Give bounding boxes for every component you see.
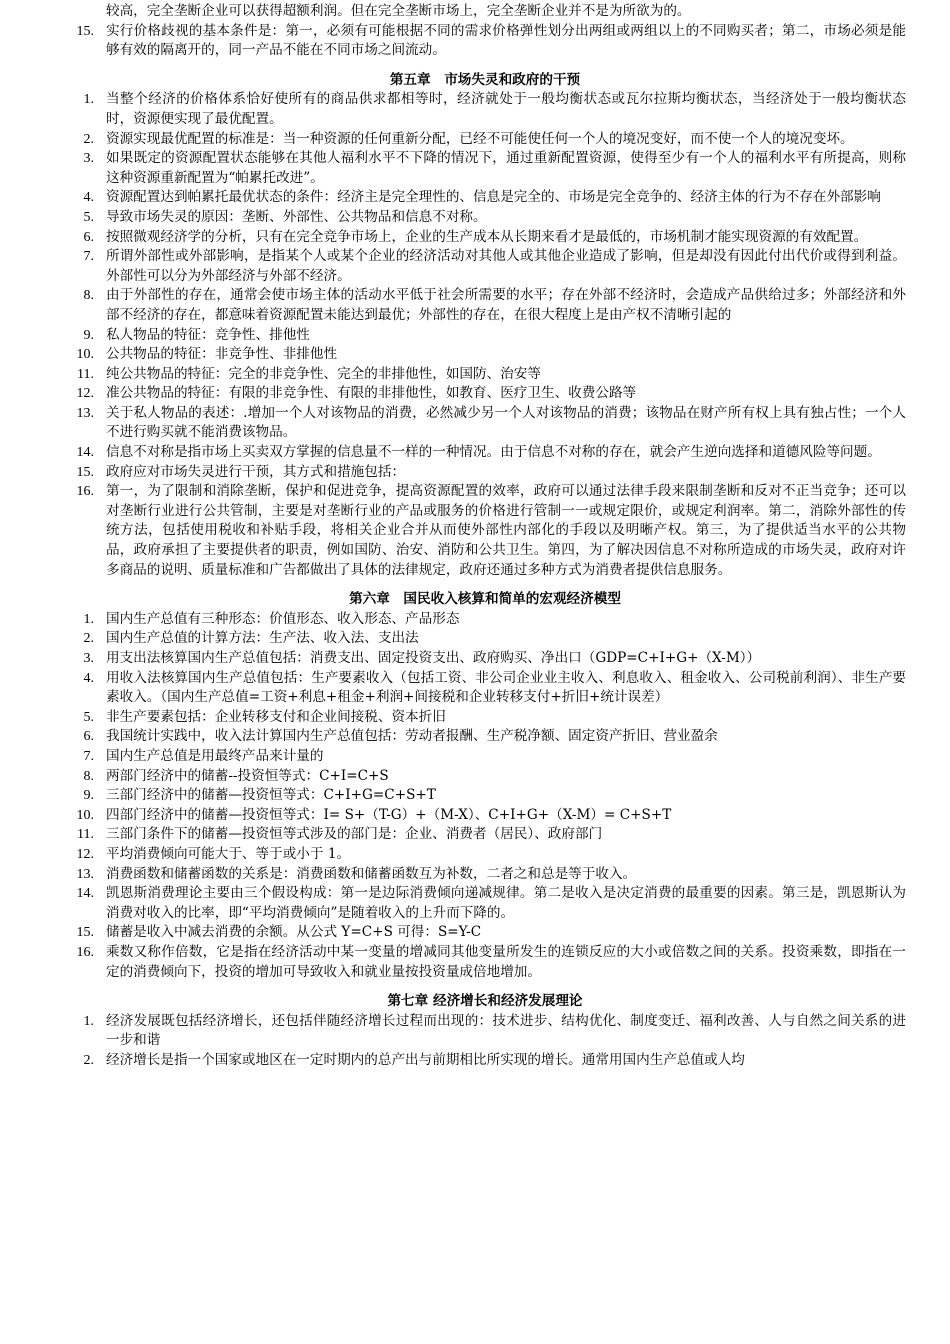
list-item [0, 286, 906, 325]
item-text: 所谓外部性或外部影响，是指某个人或某个企业的经济活动对其他人或其他企业造成了影响，但是却没有因此付出代价或得到利益。外部性可以分为外部经济与外部不经济。 [106, 248, 906, 284]
item-number: 12. [76, 846, 94, 862]
item-text: 政府应对市场失灵进行干预，其方式和措施包括： [106, 463, 406, 480]
item-text: 三部门经济中的储蓄—投资恒等式：C+I+G=C+S+T [106, 787, 436, 804]
item-number: 11. [77, 827, 94, 843]
list-item [0, 188, 906, 208]
item-number: 9. [83, 788, 94, 804]
list-item [0, 923, 906, 943]
item-number: 2. [83, 631, 94, 647]
list-item [0, 443, 906, 463]
list-item [0, 845, 906, 865]
item-text: 国内生产总值有三种形态：价值形态、收入形态、产品形态 [106, 610, 460, 627]
list-item [0, 727, 906, 747]
item-text: 纯公共物品的特征：完全的非竞争性、完全的非排他性，如国防、治安等 [106, 365, 541, 382]
item-text: 国内生产总值的计算方法：生产法、收入法、支出法 [106, 630, 419, 647]
item-text: 三部门条件下的储蓄—投资恒等式涉及的部门是：企业、消费者（居民）、政府部门 [106, 826, 603, 843]
list-item [0, 865, 906, 885]
item-text: 凯恩斯消费理论主要由三个假设构成：第一是边际消费倾向递减规律。第二是收入是决定消费的最重要的因素。第三是，凯恩斯认为消费对收入的比率，即“平均消费倾向”是随着收入的上升而下降的。 [106, 885, 906, 921]
item-number: 16. [76, 944, 94, 960]
list-item [0, 384, 906, 404]
item-text: 非生产要素包括：企业转移支付和企业间接税、资本折旧 [106, 708, 446, 725]
item-text: 用收入法核算国内生产总值包括：生产要素收入（包括工资、非公司企业业主收入、利息收入、租金收入、公司税前利润）、非生产要素收入。（国内生产总值=工资+利息+租金+利润+间接税和企业转移支付+折旧+统计误差） [106, 669, 906, 706]
item-number: 1. [83, 92, 94, 108]
list-item [0, 708, 906, 728]
list-item [0, 825, 906, 845]
list-item [0, 326, 906, 346]
item-text: 平均消费倾向可能大于、等于或小于 1。 [106, 845, 351, 862]
list-item [0, 345, 906, 365]
list-item [0, 90, 906, 129]
list-item [0, 365, 906, 385]
item-number: 15. [76, 464, 94, 480]
item-number: 3. [83, 151, 94, 167]
item-number: 12. [76, 386, 94, 402]
list-item [0, 404, 906, 443]
item-number: 6. [83, 729, 94, 745]
chapter-heading: 第七章 经济增长和经济发展理论 [387, 993, 583, 1010]
chapter-heading: 第六章 国民收入核算和简单的宏观经济模型 [349, 591, 621, 608]
item-number: 10. [76, 347, 94, 363]
list-item [0, 1051, 906, 1071]
list-item [0, 767, 906, 787]
item-number: 14. [76, 886, 94, 902]
list-item [0, 463, 906, 483]
chapter-heading: 第五章 市场失灵和政府的干预 [389, 71, 581, 88]
intro-list [0, 22, 950, 61]
item-number: 2. [83, 1052, 94, 1068]
list-item [0, 22, 906, 61]
chapter-section [0, 71, 950, 580]
item-number: 10. [76, 807, 94, 823]
item-number: 4. [83, 190, 94, 206]
item-number: 16. [76, 484, 94, 500]
item-text: 经济增长是指一个国家或地区在一定时期内的总产出与前期相比所实现的增长。通常用国内生产总值或人均 [106, 1051, 745, 1068]
list-item [0, 1012, 906, 1051]
item-number: 15. [76, 925, 94, 941]
item-number: 2. [83, 131, 94, 147]
item-number: 7. [83, 249, 94, 265]
item-text: 经济发展既包括经济增长，还包括伴随经济增长过程而出现的：技术进步、结构优化、制度变迁、福利改善、人与自然之间关系的进一步和谐 [106, 1012, 906, 1049]
list-item [0, 806, 906, 826]
item-number: 1. [83, 611, 94, 627]
list-item [0, 208, 906, 228]
item-number: 8. [83, 288, 94, 304]
chapter-section [0, 590, 950, 982]
item-text: 国内生产总值是用最终产品来计量的 [106, 747, 324, 764]
item-text: 资源实现最优配置的标准是：当一种资源的任何重新分配，已经不可能使任何一个人的境况变好，而不使一个人的境况变坏。 [106, 130, 854, 147]
list-item [0, 247, 906, 286]
item-number: 3. [83, 651, 94, 666]
item-text: 信息不对称是指市场上买卖双方掌握的信息量不一样的一种情况。由于信息不对称的存在，就会产生逆向选择和道德风险等问题。 [106, 444, 881, 461]
item-text: 由于外部性的存在，通常会使市场主体的活动水平低于社会所需要的水平；存在外部不经济时，会造成产品供给过多；外部经济和外部不经济的存在，都意味着资源配置未能达到最优；外部性的存在，在很大程度上是由产权不清晰引起的 [106, 287, 906, 323]
chapter-section [0, 992, 950, 1070]
item-number: 13. [76, 405, 94, 421]
item-text: 消费函数和储蓄函数的关系是：消费函数和储蓄函数互为补数，二者之和总是等于收入。 [106, 865, 637, 882]
list-item [0, 943, 906, 982]
list-item [0, 228, 906, 248]
item-text: 实行价格歧视的基本条件是：第一，必须有可能根据不同的需求价格弹性划分出两组或两组以上的不同购买者；第二，市场必须是能够有效的隔离开的，同一产品不能在不同市场之间流动。 [106, 22, 906, 59]
item-text: 第一，为了限制和消除垄断，保护和促进竞争，提高资源配置的效率，政府可以通过法律手段来限制垄断和反对不正当竞争；还可以对垄断行业进行公共管制，主要是对垄断行业的产品或服务的价格进行管制一一或规定限价，或规定利润率。第二，消除外部性的传统方法，包括使用税收和补贴手段，将相关企业合并从而使外部性内部化的手段以及明晰产权。第三，为了提供适当水平的公共物品，政府承担了主要提供者的职责，例如国防、治安、消防和公共卫生。第四，为了解决因信息不对称所造成的市场失灵，政府对许多商品的说明、质量标准和广告都做出了具体的法律规定，政府还通过多种方式为消费者提供信息服务。 [106, 483, 906, 578]
item-text: 资源配置达到帕累托最优状态的条件：经济主是完全理性的、信息是完全的、市场是完全竞争的、经济主体的行为不存在外部影响 [106, 189, 881, 206]
intro-continuation: 较高，完全垄断企业可以获得超额利润。但在完全垄断市场上，完全垄断企业并不是为所欲为的。 [106, 3, 691, 19]
list-item [0, 884, 906, 923]
item-number: 8. [83, 768, 94, 784]
item-number: 14. [76, 445, 94, 461]
item-number: 5. [83, 709, 94, 725]
item-text: 两部门经济中的储蓄--投资恒等式：C+I=C+S [106, 767, 389, 784]
list-item [0, 610, 906, 630]
item-text: 我国统计实践中，收入法计算国内生产总值包括：劳动者报酬、生产税净额、固定资产折旧、营业盈余 [106, 728, 718, 745]
list-item [0, 629, 906, 649]
item-text: 如果既定的资源配置状态能够在其他人福利水平不下降的情况下，通过重新配置资源，使得至少有一个人的福利水平有所提高，则称这种资源重新配置为“帕累托改进”。 [106, 150, 906, 186]
item-number: 1. [83, 1013, 94, 1029]
item-number: 9. [83, 327, 94, 343]
list-item [0, 747, 906, 767]
item-text: 导致市场失灵的原因：垄断、外部性、公共物品和信息不对称。 [106, 208, 487, 225]
item-text: 四部门经济中的储蓄—投资恒等式：I= S+（T-G）+（M-X）、C+I+G+（X-M）= C+S+T [106, 806, 672, 823]
item-number: 15. [76, 23, 94, 39]
list-item [0, 130, 906, 150]
item-text: 当整个经济的价格体系恰好使所有的商品供求都相等时，经济就处于一般均衡状态或瓦尔拉斯均衡状态，当经济处于一般均衡状态时，资源便实现了最优配置。 [106, 91, 906, 127]
item-text: 用支出法核算国内生产总值包括：消费支出、固定投资支出、政府购买、净出口（GDP=C+I+G+（X-M）） [106, 650, 761, 666]
item-number: 11. [77, 366, 94, 382]
item-text: 私人物品的特征：竞争性、排他性 [106, 326, 310, 343]
item-text: 准公共物品的特征：有限的非竞争性、有限的非排他性，如教育、医疗卫生、收费公路等 [106, 385, 637, 402]
list-item [0, 649, 906, 669]
item-text: 关于私人物品的表述：.增加一个人对该物品的消费，必然减少另一个人对该物品的消费；该物品在财产所有权上具有独占性；一个人不进行购买就不能消费该物品。 [106, 404, 906, 441]
item-text: 按照微观经济学的分析，只有在完全竞争市场上，企业的生产成本从长期来看才是最低的，市场机制才能实现资源的有效配置。 [106, 228, 868, 245]
item-number: 4. [83, 670, 94, 686]
list-item [0, 786, 906, 806]
item-number: 5. [83, 209, 94, 225]
item-number: 13. [76, 866, 94, 882]
list-item [0, 669, 906, 708]
item-number: 6. [83, 229, 94, 245]
list-item [0, 482, 906, 580]
item-number: 7. [83, 748, 94, 764]
item-text: 乘数又称作倍数，它是指在经济活动中某一变量的增减同其他变量所发生的连锁反应的大小或倍数之间的关系。投资乘数，即指在一定的消费倾向下，投资的增加可导致收入和就业量按投资量成倍地增加。 [106, 943, 906, 980]
item-text: 公共物品的特征：非竞争性、非排他性 [106, 346, 338, 363]
item-text: 储蓄是收入中减去消费的余额。从公式 Y=C+S 可得：S=Y-C [106, 924, 482, 941]
list-item [0, 149, 906, 188]
sections [0, 71, 950, 1071]
